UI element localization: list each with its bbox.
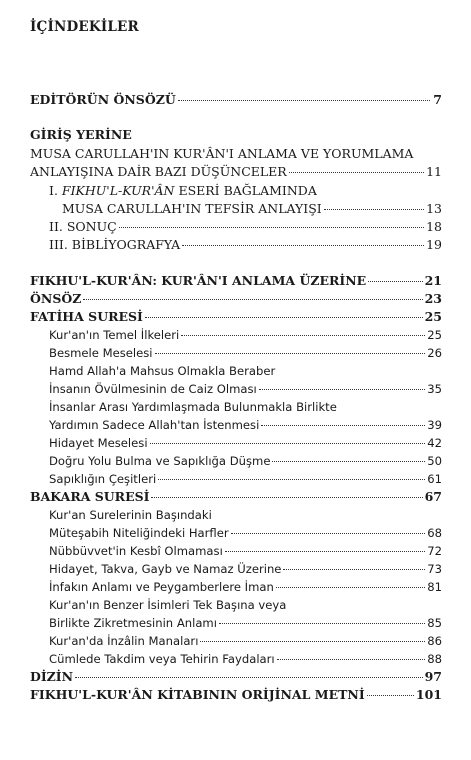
dot-leader <box>283 569 425 570</box>
dot-leader <box>272 461 425 462</box>
sub-rest: ESERİ BAĞLAMINDA <box>174 183 317 198</box>
toc-item[interactable] <box>49 579 442 595</box>
dot-leader <box>367 695 414 696</box>
toc-entry-title: II. SONUÇ <box>49 219 117 234</box>
toc-entry-title: BAKARA SURESİ <box>30 489 150 504</box>
dot-leader <box>225 551 425 552</box>
dot-leader <box>155 353 426 354</box>
toc-entry-title: EDİTÖRÜN ÖNSÖZÜ <box>30 92 176 107</box>
toc-item[interactable] <box>49 435 442 451</box>
toc-item[interactable] <box>49 633 442 649</box>
page-number: 25 <box>424 309 442 324</box>
dot-leader <box>289 172 424 173</box>
dot-leader <box>324 209 424 210</box>
page-number: 11 <box>426 164 442 179</box>
toc-entry-title: Birlikte Zikretmesinin Anlamı <box>49 616 217 630</box>
toc-entry-title: Müteşabih Niteliğindeki Harfler <box>49 526 229 540</box>
toc-entry-giris[interactable] <box>30 164 442 180</box>
toc-entry-original-text[interactable] <box>30 687 442 703</box>
toc-entry-title: Yardımın Sadece Allah'tan İstenmesi <box>49 418 260 432</box>
toc-entry-title: ÖNSÖZ <box>30 291 82 306</box>
dot-leader <box>182 245 424 246</box>
dot-leader <box>181 335 425 336</box>
toc-entry-title: İnfakın Anlamı ve Peygamberlere İman <box>49 580 274 594</box>
page-number: 42 <box>427 436 442 450</box>
dot-leader <box>261 425 425 426</box>
dot-leader <box>145 317 423 318</box>
toc-item-line1: Hamd Allah'a Mahsus Olmakla Beraber <box>49 364 276 378</box>
dot-leader <box>151 497 422 498</box>
page-number: 13 <box>426 201 442 216</box>
toc-item[interactable] <box>49 651 442 667</box>
page-number: 67 <box>424 489 442 504</box>
toc-entry-title: ANLAYIŞINA DAİR BAZI DÜŞÜNCELER <box>30 164 287 179</box>
toc-item[interactable] <box>49 543 442 559</box>
toc-sub-2[interactable] <box>49 219 442 235</box>
toc-entry-fikhu[interactable] <box>30 273 442 289</box>
dot-leader <box>178 100 430 101</box>
toc-entry-title: Hidayet Meselesi <box>49 436 148 450</box>
page-number: 86 <box>427 634 442 648</box>
dot-leader <box>368 281 422 282</box>
page-number: 23 <box>424 291 442 306</box>
toc-entry-title: Kur'an'ın Temel İlkeleri <box>49 328 180 342</box>
page-number: 61 <box>427 472 442 486</box>
page-number: 18 <box>426 219 442 234</box>
toc-item[interactable] <box>49 417 442 433</box>
book-title-italic: FIKHU'L-KUR'ÂN <box>61 183 175 198</box>
toc-entry-title: Nübbüvvet'in Kesbî Olmaması <box>49 544 223 558</box>
toc-entry-fatiha[interactable] <box>30 309 442 325</box>
page-number: 73 <box>427 562 442 576</box>
toc-entry-onsoz[interactable] <box>30 291 442 307</box>
page-number: 35 <box>427 382 442 396</box>
toc-item[interactable] <box>49 381 442 397</box>
page-number: 26 <box>427 346 442 360</box>
toc-item-line1: Kur'an Surelerinin Başındaki <box>49 508 212 522</box>
toc-item[interactable] <box>49 471 442 487</box>
dot-leader <box>200 641 425 642</box>
toc-item[interactable] <box>49 345 442 361</box>
toc-entry-title: Besmele Meselesi <box>49 346 153 360</box>
toc-entry-editor[interactable] <box>30 92 442 108</box>
page-number: 85 <box>427 616 442 630</box>
toc-entry-title: Hidayet, Takva, Gayb ve Namaz Üzerine <box>49 562 282 576</box>
toc-entry-title: DİZİN <box>30 669 74 684</box>
dot-leader <box>150 443 426 444</box>
page-number: 19 <box>426 237 442 252</box>
section-heading-giris: GİRİŞ YERİNE <box>30 127 132 142</box>
toc-entry-giris-line1: MUSA CARULLAH'IN KUR'ÂN'I ANLAMA VE YORUMLAMA <box>30 146 414 161</box>
toc-entry-title: İnsanın Övülmesinin de Caiz Olması <box>49 382 257 396</box>
dot-leader <box>276 587 425 588</box>
toc-entry-title: Cümlede Takdim veya Tehirin Faydaları <box>49 652 275 666</box>
page-number: 97 <box>424 669 442 684</box>
toc-entry-title: III. BİBLİYOGRAFYA <box>49 237 181 252</box>
dot-leader <box>231 533 426 534</box>
page-number: 101 <box>415 687 442 702</box>
toc-entry-title: Kur'an'da İnzâlin Manaları <box>49 634 199 648</box>
toc-entry-title: Sapıklığın Çeşitleri <box>49 472 157 486</box>
toc-item-line1: İnsanlar Arası Yardımlaşmada Bulunmakla Birlikte <box>49 400 337 414</box>
page-number: 81 <box>427 580 442 594</box>
toc-entry-bakara[interactable] <box>30 489 442 505</box>
page-number: 21 <box>424 273 442 288</box>
page-number: 39 <box>427 418 442 432</box>
page-number: 25 <box>427 328 442 342</box>
sub-prefix: I. <box>49 183 62 198</box>
dot-leader <box>83 299 422 300</box>
toc-entry-title: FATİHA SURESİ <box>30 309 143 324</box>
toc-entry-title: FIKHU'L-KUR'ÂN: KUR'ÂN'I ANLAMA ÜZERİNE <box>30 273 367 288</box>
page-number: 7 <box>433 92 442 107</box>
toc-item[interactable] <box>49 615 442 631</box>
toc-entry-dizin[interactable] <box>30 669 442 685</box>
dot-leader <box>277 659 426 660</box>
toc-entry-title: Doğru Yolu Bulma ve Sapıklığa Düşme <box>49 454 271 468</box>
toc-sub-1-line1 <box>49 183 442 199</box>
dot-leader <box>75 677 423 678</box>
toc-sub-1[interactable] <box>62 201 442 217</box>
page-number: 88 <box>427 652 442 666</box>
dot-leader <box>119 227 424 228</box>
toc-item[interactable] <box>49 561 442 577</box>
dot-leader <box>259 389 425 390</box>
toc-item[interactable] <box>49 327 442 343</box>
dot-leader <box>219 623 425 624</box>
page-number: 50 <box>427 454 442 468</box>
toc-sub-3[interactable] <box>49 237 442 253</box>
dot-leader <box>158 479 425 480</box>
toc-item-line1: Kur'an'ın Benzer İsimleri Tek Başına veya <box>49 598 287 612</box>
toc-entry-title: FIKHU'L-KUR'ÂN KİTABININ ORİJİNAL METNİ <box>30 687 365 702</box>
page-number: 68 <box>427 526 442 540</box>
toc-item[interactable] <box>49 453 442 469</box>
page-title: İÇİNDEKİLER <box>30 19 139 35</box>
toc-entry-title: MUSA CARULLAH'IN TEFSİR ANLAYIŞI <box>62 201 322 216</box>
page-number: 72 <box>427 544 442 558</box>
toc-item[interactable] <box>49 525 442 541</box>
